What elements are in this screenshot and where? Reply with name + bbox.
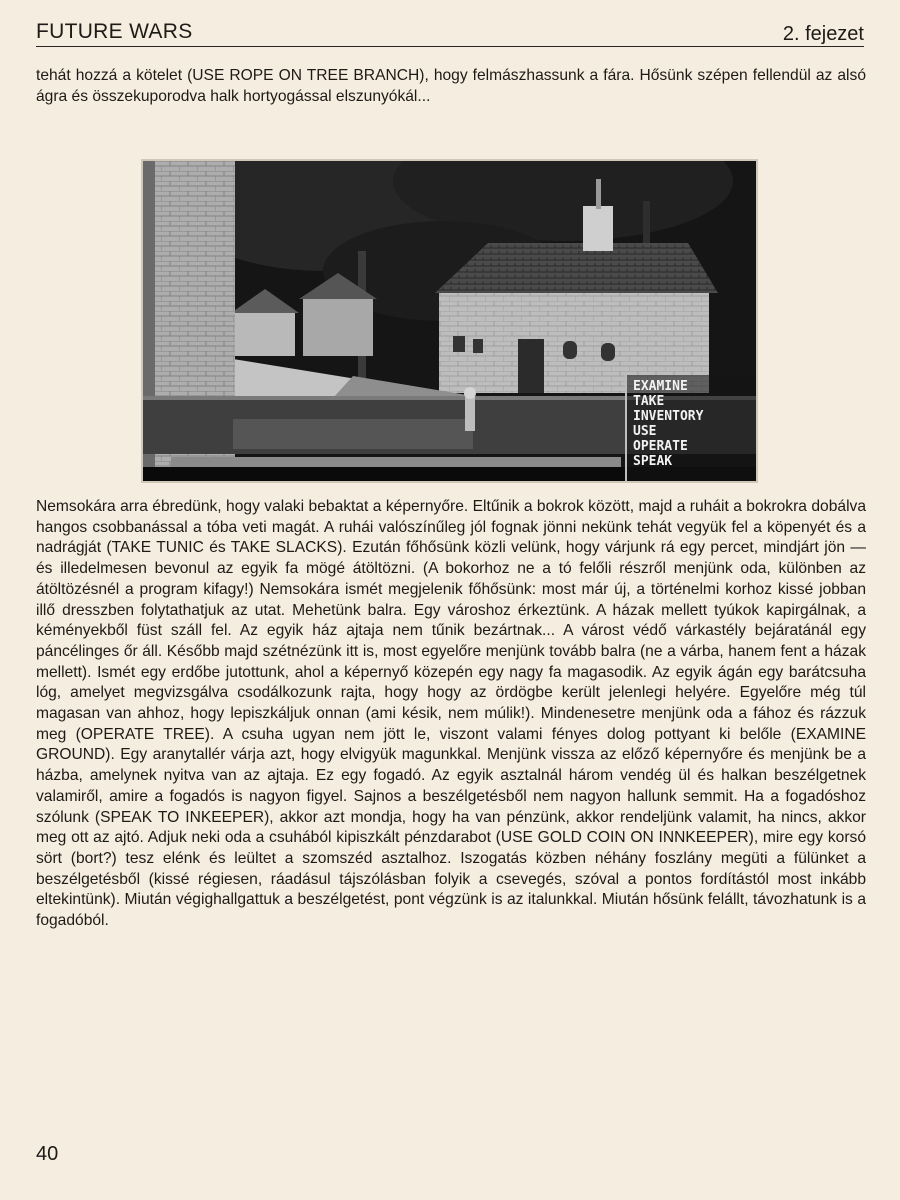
page-header	[36, 20, 864, 47]
game-screenshot	[143, 161, 756, 481]
menu-item-inventory: INVENTORY	[633, 409, 704, 424]
menu-item-examine: EXAMINE	[633, 379, 688, 394]
menu-item-speak: SPEAK	[633, 454, 673, 469]
book-title: FUTURE WARS	[36, 20, 193, 43]
menu-item-operate: OPERATE	[633, 439, 688, 454]
menu-item-take: TAKE	[633, 394, 665, 409]
paragraph-main: Nemsokára arra ébredünk, hogy valaki bebaktat a képernyőre. Eltűnik a bokrok között, majd a ruháit a bokrokra dobálva hangos csobbanással a tóba veti magát. A ruhái valószínűleg jól fognak jönni nekünk tehát vegyük fel a köpenyét és a nadrágját (TAKE TUNIC és TAKE SLACKS). Ezután főhősünk közli velünk, hogy várjunk rá egy percet, mindjárt jön — és illedelmesen bevonul az egyik fa mögé átöltözni. (A bokorhoz ne a tó felőli részről menjünk oda, különben az átöltözésnél a program kifagy!) Nemsokára ismét megjelenik főhősünk: most már új, a történelmi korhoz kissé jobban illő dresszben folytathatjuk az utat. Mehetünk balra. Egy városhoz érkeztünk. A házak mellett tyúkok kapirgálnak, a kéményekből füst száll fel. Az egyik ház ajtaja nem tűnik bezártnak... A várost védő várkastély bejáratánál egy páncélinges őr áll. Később majd szétnézünk itt is, most egyelőre menjünk tovább balra (ne a várba, hanem fent a házak mellett). Ismét egy erdőbe jutottunk, ahol a képernyő közepén egy nagy fa magasodik. Az egyik ágán egy barátcsuha lóg, amelyet megvizsgálva csodálkozunk rajta, hogy hogy az ördögbe került jelenlegi helyére. Egyelőre még túl magasan van ahhoz, hogy lepiszkáljuk onnan (ami késik, nem múlik!). Mindenesetre menjünk oda a fához és rázzuk meg (OPERATE TREE). A csuha ugyan nem jött le, viszont valami fényes dolog pottyant ki belőle (EXAMINE GROUND). Egy aranytallér várja azt, hogy elvigyük magunkkal. Menjünk vissza az előző képernyőre és menjünk be a házba, amelynek nyitva van az ajtaja. Ez egy fogadó. Az egyik asztalnál három vendég ül és halkan beszélgetnek valamiről, amire a fogadós is nagyon figyel. Sajnos a beszélgetésből nem nagyon hallunk semmit. Ha a fogadóshoz szólunk (SPEAK TO INKEEPER), akkor azt mondja, hogy ha van pénzünk, akkor rendeljünk valamit, ha nincs, akkor meg ott az ajtó. Adjuk neki oda a csuhából kipiszkált pénzdarabot (USE GOLD COIN ON INNKEEPER), mire egy korsó sört (bort?) tesz elénk és leültet a szomszéd asztalhoz. Iszogatás közben néhány foszlány megüti a fülünket a beszélgetésből (kissé régiesen, ráadásul tájszólásban folyik a csevegés, szóval a pontos fordítástól most inkább eltekintünk). Miután végighallgattuk a beszélgetést, pont végzünk is az italunkkal. Miután hősünk felállt, távozhatunk is a fogadóból.	[36, 498, 866, 930]
verb-command-menu	[625, 375, 756, 481]
paragraph-intro: tehát hozzá a kötelet (USE ROPE ON TREE BRANCH), hogy felmászhassunk a fára. Hősünk szépen fellendül az alsó ágra és összekuporodva halk hortyogással elszunyókál...	[36, 67, 866, 105]
chapter-label: 2. fejezet	[782, 23, 864, 45]
page-number: 40	[36, 1143, 59, 1165]
menu-item-use: USE	[633, 424, 657, 439]
